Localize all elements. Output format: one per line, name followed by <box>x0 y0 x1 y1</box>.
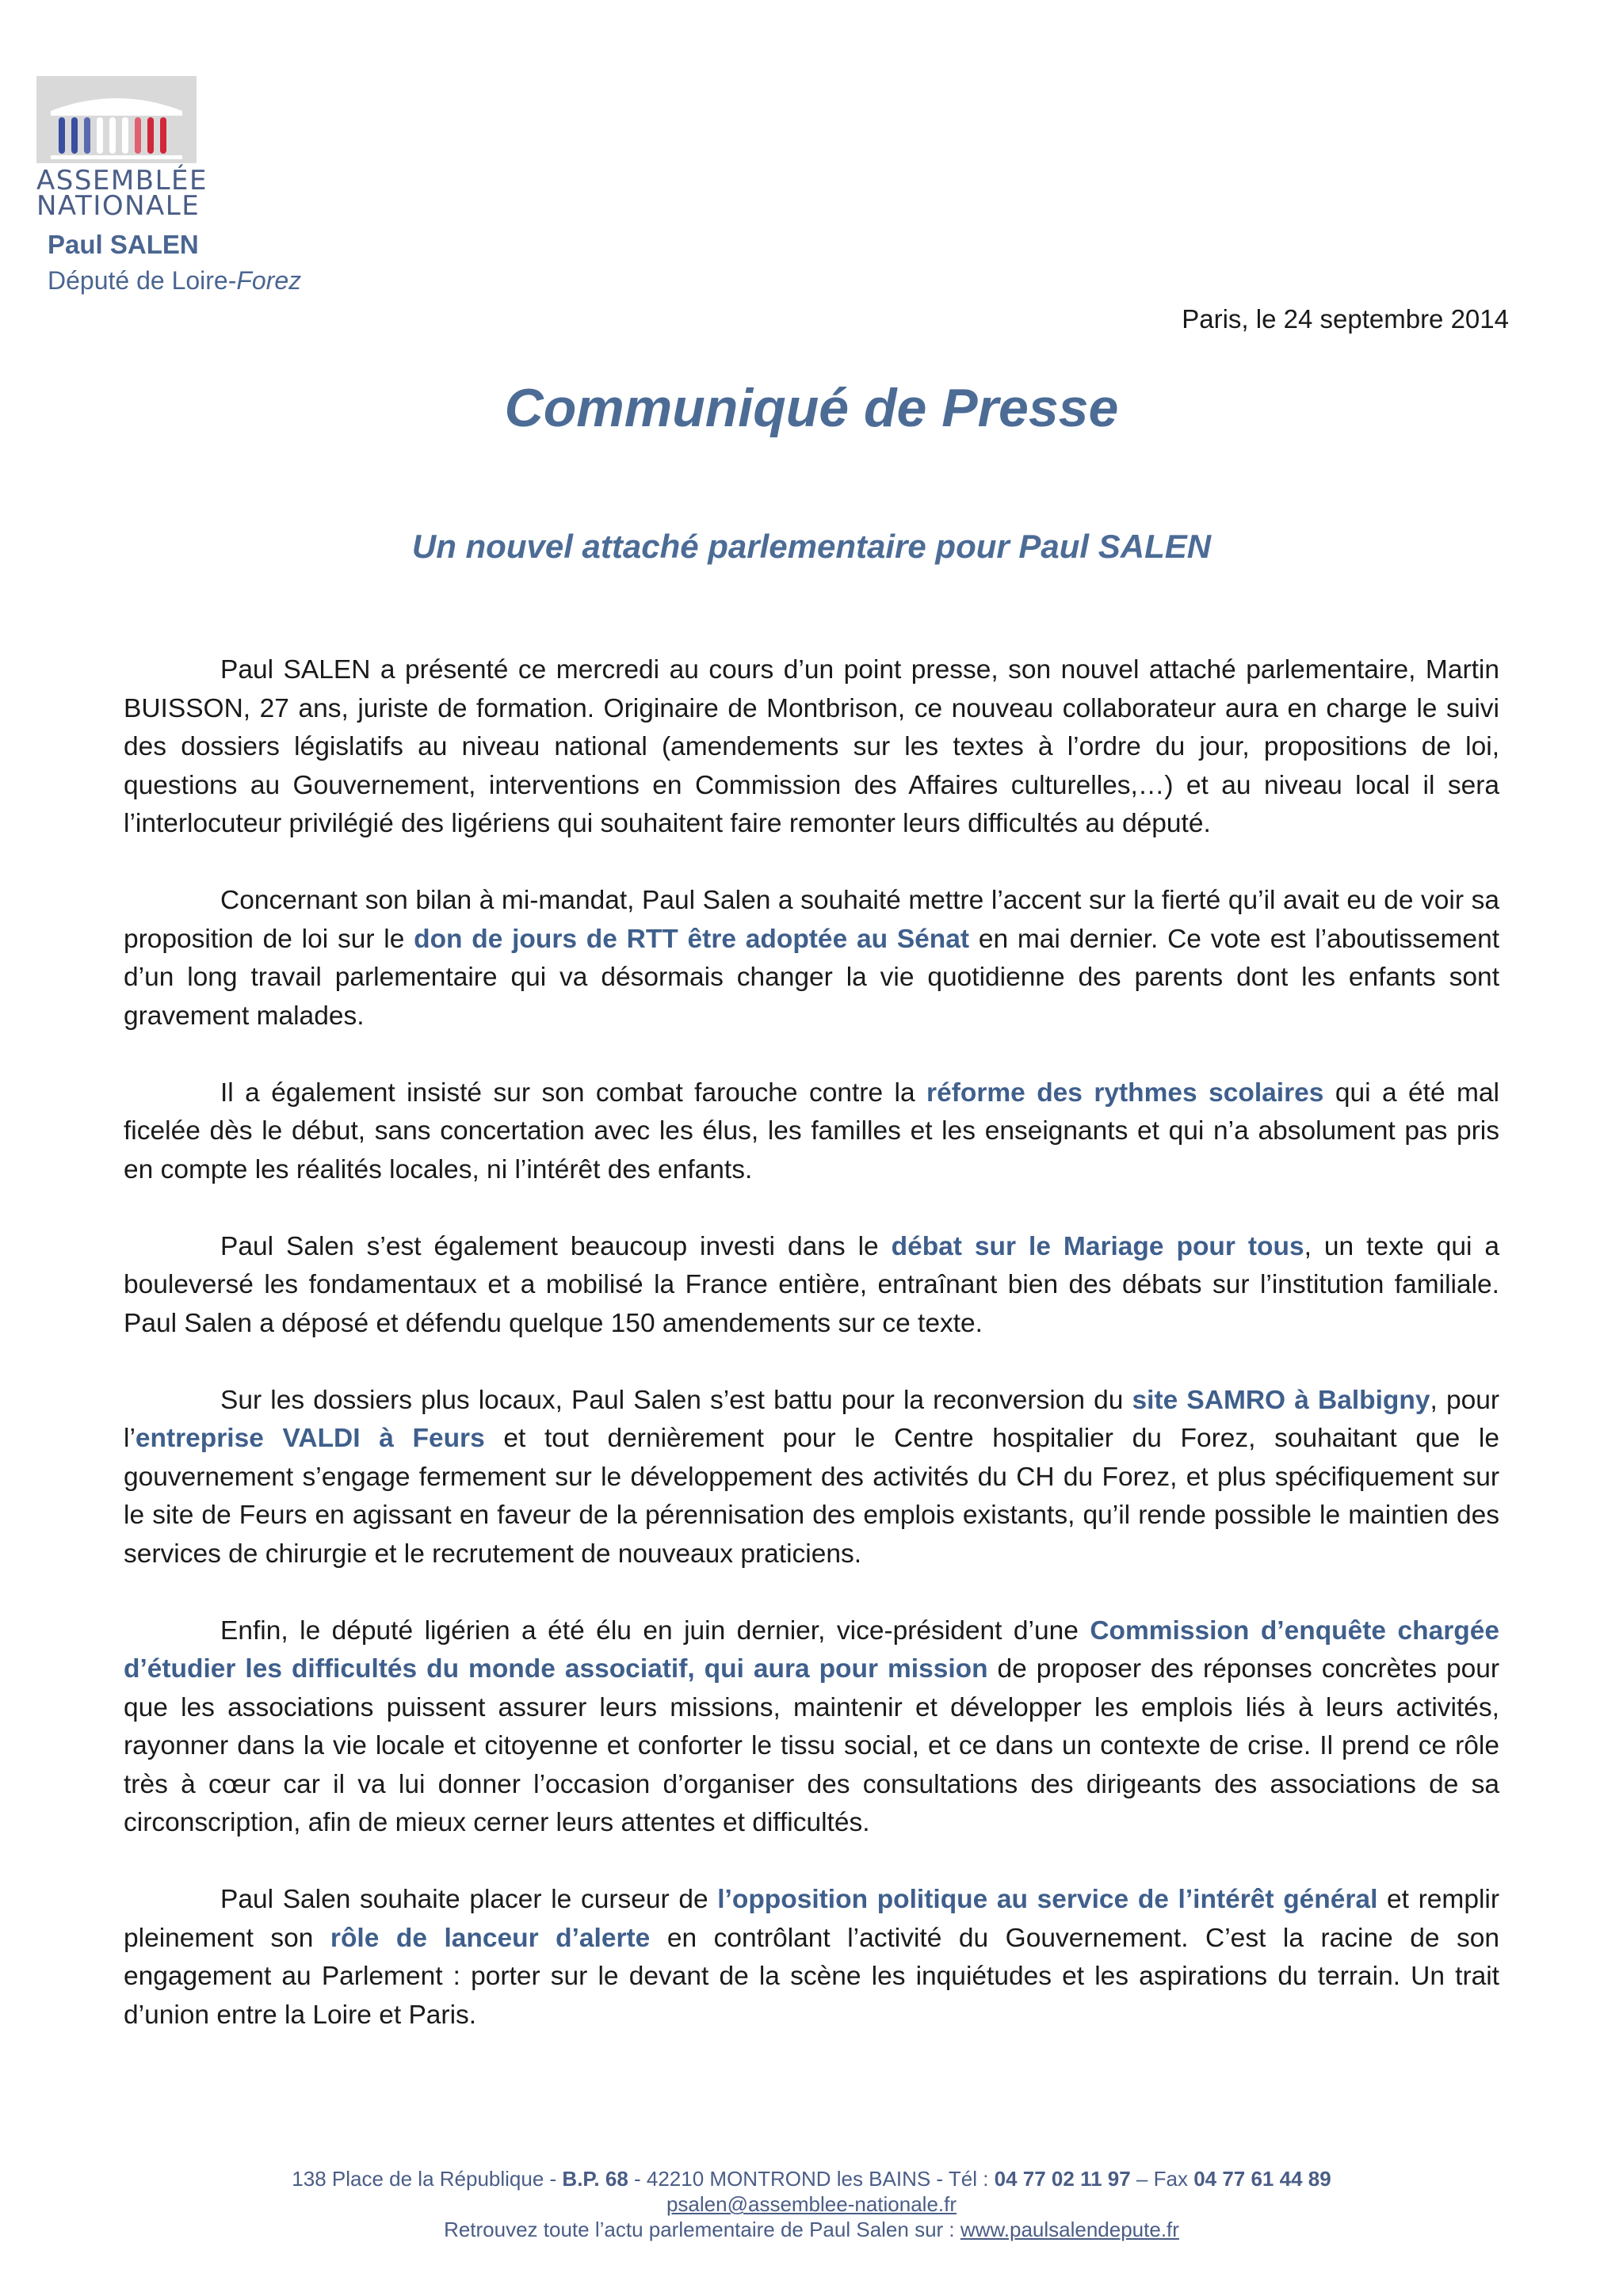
paragraph-text: Paul SALEN a présenté ce mercredi au cours d’un point presse, son nouvel attaché parlementaire, Martin BUISSON, 27 ans, juriste de formation. Originaire de Montbrison, ce nouveau collaborateur aura en charge le suivi des dossiers législatifs au niveau national (amendements sur les textes à l’ordre du jour, propositions de loi, questions au Gouvernement, interventions en Commission des Affaires culturelles,…) et au niveau local il sera l’interlocuteur privilégié des ligériens qui souhaitent faire remonter leurs difficultés au député. <box>124 655 1499 838</box>
paragraph-6 <box>124 1612 1499 1843</box>
paragraph-text: , un texte qui a bouleversé les fondamentaux et a mobilisé la France entière, entraînant bien des débats sur l’institution familiale. Paul Salen a déposé et défendu quelque 150 amendements sur ce texte. <box>124 1231 1499 1338</box>
highlight-mariage: débat sur le Mariage pour tous <box>891 1231 1304 1261</box>
hemicycle-icon <box>36 76 197 163</box>
press-release-body <box>124 651 1499 2073</box>
paragraph-text: Paul Salen souhaite placer le curseur de <box>220 1885 718 1914</box>
footer-contact-line <box>0 2166 1623 2191</box>
highlight-commission: Commission d’enquête chargée d’étudier les difficultés du monde associatif, qui aura pour mission <box>124 1615 1499 1684</box>
paragraph-text: Concernant son bilan à mi-mandat, Paul Salen a souhaité mettre l’accent sur la fierté qu’il avait eu de voir sa proposition de loi sur le <box>124 886 1499 954</box>
paragraph-text: , pour l’ <box>124 1385 1499 1453</box>
paragraph-3 <box>124 1074 1499 1190</box>
footer-bp: B.P. 68 <box>562 2167 628 2191</box>
highlight-valdi: entreprise VALDI à Feurs <box>135 1424 485 1453</box>
footer-email-link[interactable]: psalen@assemblee-nationale.fr <box>666 2192 957 2216</box>
footer-address: 138 Place de la République - <box>292 2167 563 2191</box>
footer-tel: 04 77 02 11 97 <box>994 2167 1131 2191</box>
paragraph-text: et tout dernièrement pour le Centre hospitalier du Forez, souhaitant que le gouvernement s’engage fermement sur le développement des activités du CH du Forez, et plus spécifiquement sur le site de Feurs en agissant en faveur de la pérennisation des emplois existants, qu’il rende possible le maintien des services de chirurgie et le recrutement de nouveaux praticiens. <box>124 1424 1499 1569</box>
page-subtitle: Un nouvel attaché parlementaire pour Paul SALEN <box>411 528 1212 565</box>
highlight-lanceur: rôle de lanceur d’alerte <box>330 1923 651 1953</box>
footer <box>0 2166 1623 2242</box>
footer-web-link[interactable]: www.paulsalendepute.fr <box>960 2218 1179 2241</box>
paragraph-text: Sur les dossiers plus locaux, Paul Salen s’est battu pour la reconversion du <box>220 1385 1132 1415</box>
paragraph-7 <box>124 1881 1499 2035</box>
paragraph-2 <box>124 882 1499 1035</box>
deputy-title-suffix: Forez <box>236 266 302 295</box>
assemblee-wordmark <box>36 165 208 222</box>
footer-web-text: Retrouvez toute l’actu parlementaire de Paul Salen sur : <box>444 2218 960 2241</box>
highlight-rythmes: réforme des rythmes scolaires <box>926 1077 1324 1108</box>
paragraph-text: Il a également insisté sur son combat farouche contre la <box>220 1077 927 1108</box>
footer-fax: 04 77 61 44 89 <box>1193 2167 1331 2191</box>
deputy-name: Paul SALEN <box>48 230 199 259</box>
paragraph-5 <box>124 1382 1499 1574</box>
logo-line-2: NATIONALE <box>36 190 200 222</box>
paragraph-text: en mai dernier. Ce vote est l’aboutissement d’un long travail parlementaire qui va désormais changer la vie quotidienne des parents dont les enfants sont gravement malades. <box>124 924 1500 1031</box>
paragraph-4 <box>124 1228 1499 1344</box>
footer-city: - 42210 MONTROND les BAINS - Tél : <box>628 2167 995 2191</box>
paragraph-1 <box>124 651 1499 844</box>
footer-fax-label: – Fax <box>1130 2167 1194 2191</box>
paragraph-text: en contrôlant l’activité du Gouvernement. C’est la racine de son engagement au Parlement : porter sur le devant de la scène les inquiétudes et les aspirations du terrain. Un trait d’union entre la Loire et Paris. <box>124 1923 1499 2030</box>
highlight-opposition: l’opposition politique au service de l’intérêt général <box>717 1885 1378 1914</box>
footer-web-line <box>0 2217 1623 2242</box>
assemblee-logo <box>36 76 197 163</box>
deputy-title <box>48 266 301 296</box>
document-date: Paris, le 24 septembre 2014 <box>1182 304 1509 334</box>
page-title: Communiqué de Presse <box>504 378 1119 438</box>
paragraph-text: de proposer des réponses concrètes pour que les associations puissent assurer leurs missions, maintenir et développer les emplois liés à leurs activités, rayonner dans la vie locale et citoyenne et conforter le tissu social, et ce dans un contexte de crise. Il prend ce rôle très à cœur car il va lui donner l’occasion d’organiser des consultations des dirigeants des associations de sa circonscription, afin de mieux cerner leurs attentes et difficultés. <box>124 1654 1499 1837</box>
logo-line-1: ASSEMBLÉE <box>36 165 208 196</box>
highlight-rtt: don de jours de RTT être adoptée au Sénat <box>414 924 970 954</box>
paragraph-text: Enfin, le député ligérien a été élu en juin dernier, vice-président d’une <box>220 1615 1090 1646</box>
deputy-title-prefix: Député de Loire- <box>48 266 237 295</box>
highlight-samro: site SAMRO à Balbigny <box>1132 1385 1430 1415</box>
paragraph-text: et remplir pleinement son <box>124 1885 1499 1953</box>
paragraph-text: qui a été mal ficelée dès le début, sans concertation avec les élus, les familles et les enseignants et qui n’a absolument pas pris en compte les réalités locales, ni l’intérêt des enfants. <box>124 1077 1499 1184</box>
paragraph-text: Paul Salen s’est également beaucoup investi dans le <box>220 1231 892 1261</box>
